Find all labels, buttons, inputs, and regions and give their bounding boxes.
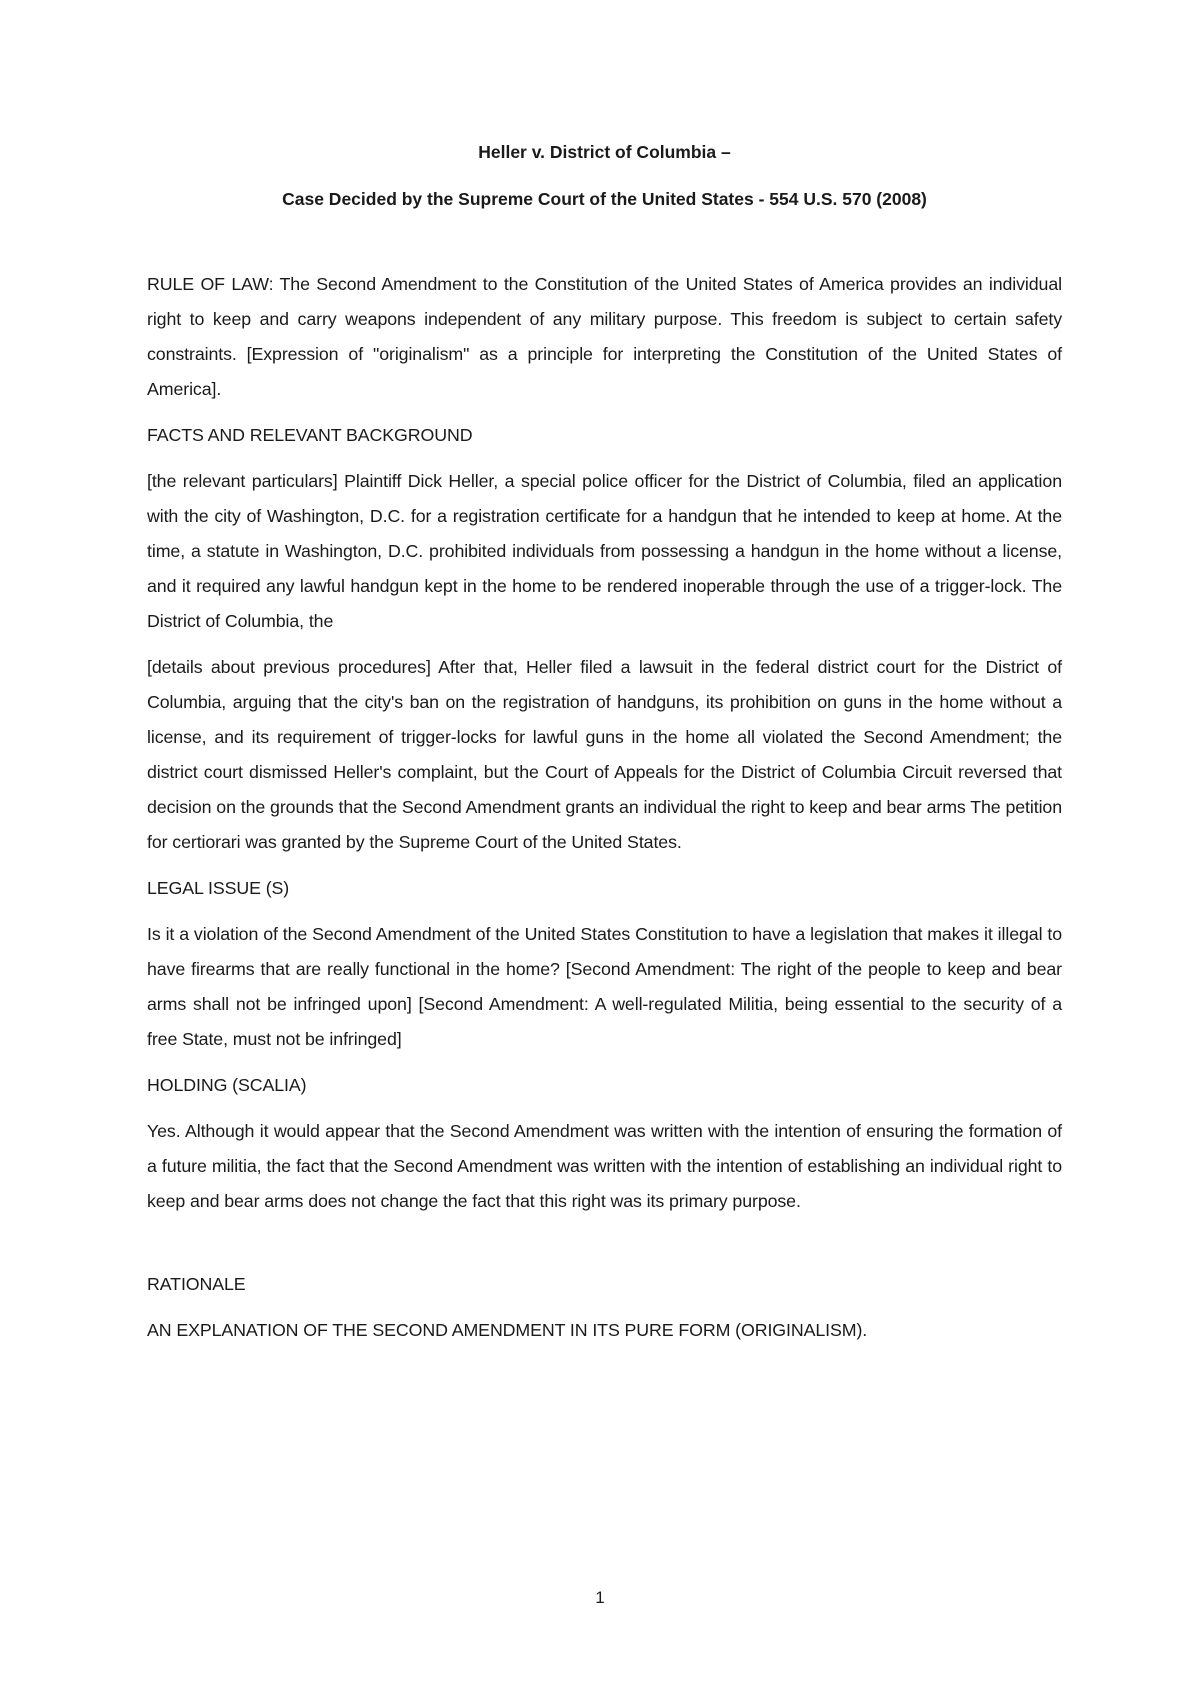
holding-paragraph: Yes. Although it would appear that the Second Amendment was written with the intention of ensuring the formation of a future militia, the fact that the Second Amendment was written with the intention of establishing an individual right to keep and bear arms does not change the fact that this right was its primary purpose. xyxy=(147,1121,1062,1211)
rationale-heading: RATIONALE xyxy=(147,1274,246,1294)
rationale-subheading: AN EXPLANATION OF THE SECOND AMENDMENT IN ITS PURE FORM (ORIGINALISM). xyxy=(147,1320,868,1340)
facts-paragraph-2: [details about previous procedures] After that, Heller filed a lawsuit in the federal district court for the District of Columbia, arguing that the city's ban on the registration of handguns, its prohibition on guns in the home without a license, and its requirement of trigger-locks for lawful guns in the home all violated the Second Amendment; the district court dismissed Heller's complaint, but the Court of Appeals for the District of Columbia Circuit reversed that decision on the grounds that the Second Amendment grants an individual the right to keep and bear arms The petition for certiorari was granted by the Supreme Court of the United States. xyxy=(147,657,1062,852)
document-title: Heller v. District of Columbia – xyxy=(478,142,731,162)
document-body xyxy=(147,140,1062,1359)
rule-of-law-paragraph: RULE OF LAW: The Second Amendment to the Constitution of the United States of America provides an individual right to keep and carry weapons independent of any military purpose. This freedom is subject to certain safety constraints. [Expression of "originalism" as a principle for interpreting the Constitution of the United States of America]. xyxy=(147,274,1062,399)
issue-paragraph: Is it a violation of the Second Amendment of the United States Constitution to have a legislation that makes it illegal to have firearms that are really functional in the home? [Second Amendment: The right of the people to keep and bear arms shall not be infringed upon] [Second Amendment: A well-regulated Militia, being essential to the security of a free State, must not be infringed] xyxy=(147,924,1062,1049)
document-subtitle: Case Decided by the Supreme Court of the United States - 554 U.S. 570 (2008) xyxy=(282,189,927,209)
page-number: 1 xyxy=(595,1588,605,1607)
facts-heading: FACTS AND RELEVANT BACKGROUND xyxy=(147,425,473,445)
issue-heading: LEGAL ISSUE (S) xyxy=(147,878,290,898)
facts-paragraph-1: [the relevant particulars] Plaintiff Dick Heller, a special police officer for the District of Columbia, filed an application with the city of Washington, D.C. for a registration certificate for a handgun that he intended to keep at home. At the time, a statute in Washington, D.C. prohibited individuals from possessing a handgun in the home without a license, and it required any lawful handgun kept in the home to be rendered inoperable through the use of a trigger-lock. The District of Columbia, the xyxy=(147,471,1062,631)
holding-heading: HOLDING (SCALIA) xyxy=(147,1075,307,1095)
